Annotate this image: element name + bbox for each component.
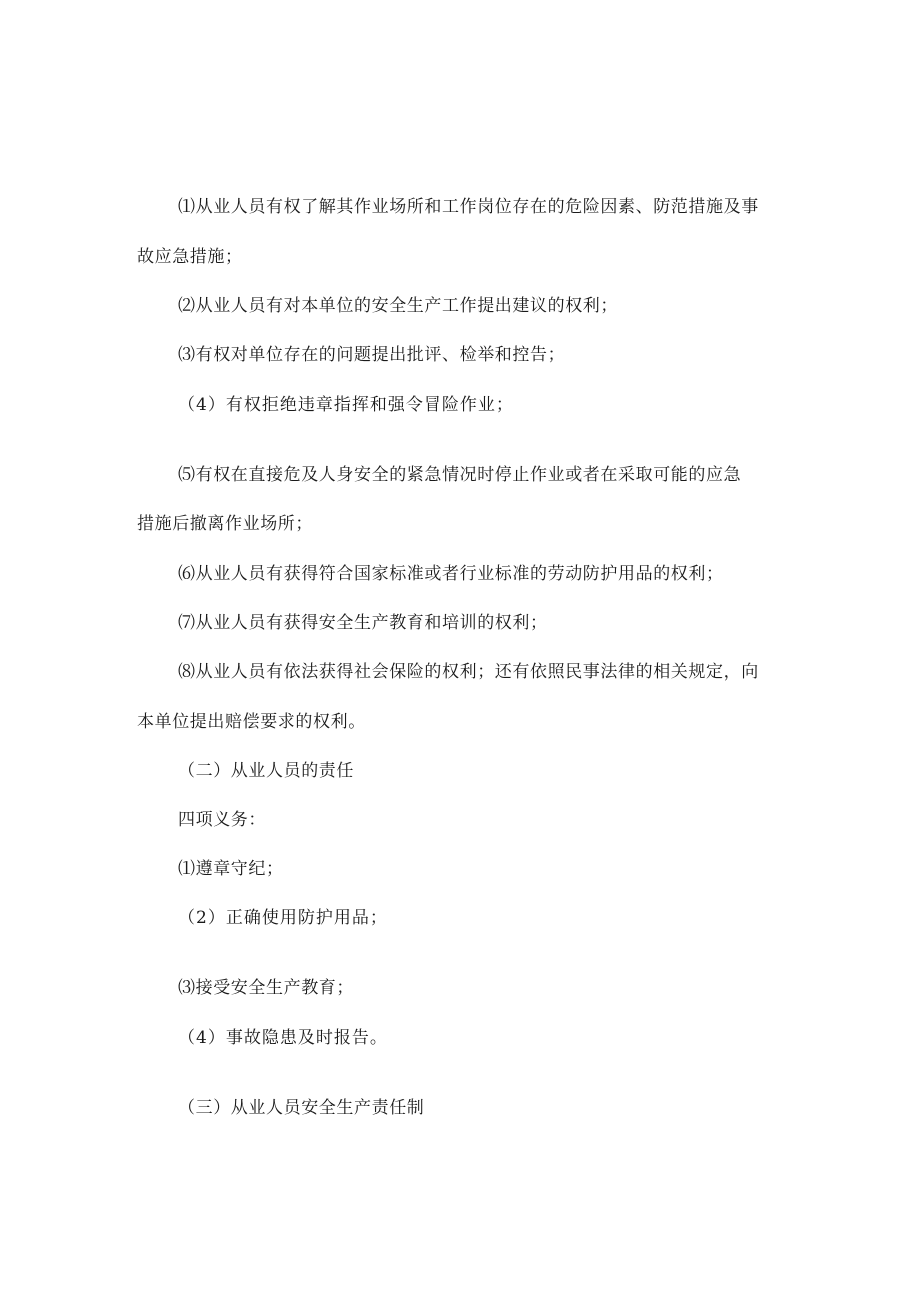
right-item-5-line-1: ⑸有权在直接危及人身安全的紧急情况时停止作业或者在采取可能的应急: [178, 465, 742, 485]
right-item-7: ⑺从业人员有获得安全生产教育和培训的权利；: [178, 613, 548, 633]
duties-intro: 四项义务：: [178, 810, 266, 830]
duty-item-4: （4）事故隐患及时报告。: [178, 1028, 388, 1048]
right-item-8-line-1: ⑻从业人员有依法获得社会保险的权利；还有依照民事法律的相关规定，向: [178, 662, 759, 682]
section-3-heading: （三）从业人员安全生产责任制: [178, 1098, 425, 1118]
right-item-5-line-2: 措施后撤离作业场所；: [137, 514, 313, 534]
duty-item-3: ⑶接受安全生产教育；: [178, 978, 354, 998]
right-item-6: ⑹从业人员有获得符合国家标准或者行业标准的劳动防护用品的权利；: [178, 564, 724, 584]
right-item-1-line-1: ⑴从业人员有权了解其作业场所和工作岗位存在的危险因素、防范措施及事: [178, 197, 759, 217]
right-item-3: ⑶有权对单位存在的问题提出批评、检举和控告；: [178, 345, 566, 365]
duty-item-1: ⑴遵章守纪；: [178, 859, 284, 879]
right-item-2: ⑵从业人员有对本单位的安全生产工作提出建议的权利；: [178, 296, 618, 316]
duty-item-2: （2）正确使用防护用品；: [178, 908, 388, 928]
right-item-1-line-2: 故应急措施；: [137, 247, 243, 267]
right-item-8-line-2: 本单位提出赔偿要求的权利。: [137, 712, 366, 732]
right-item-4: （4）有权拒绝违章指挥和强令冒险作业；: [178, 395, 514, 415]
section-2-heading: （二）从业人员的责任: [178, 761, 354, 781]
